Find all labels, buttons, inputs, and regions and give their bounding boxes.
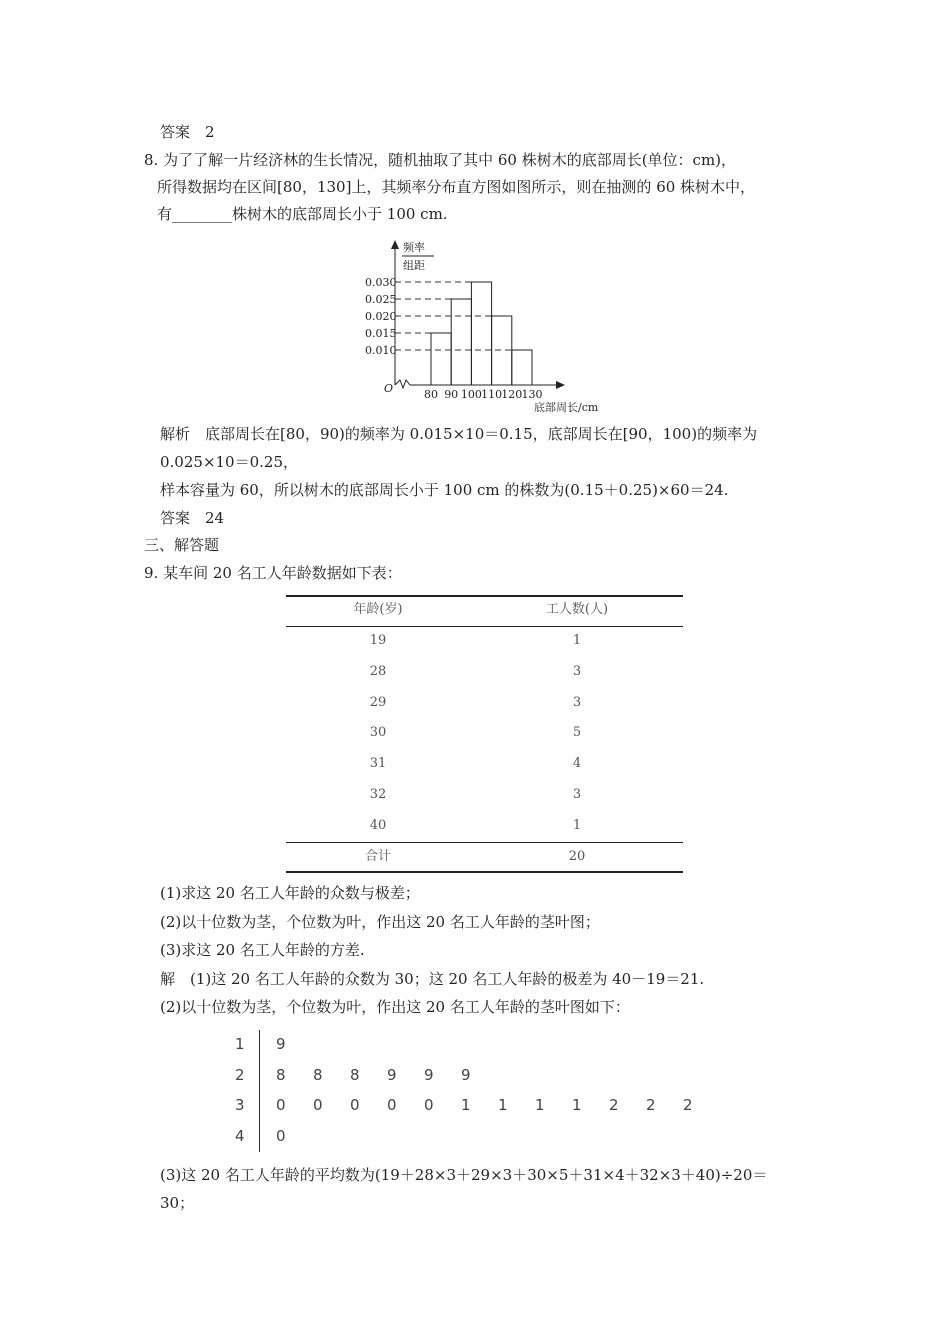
prev-answer: 答案 2: [160, 123, 215, 141]
solution-3b: 30；: [160, 1194, 195, 1212]
stem: 4: [235, 1126, 245, 1145]
leaf: 9: [387, 1065, 397, 1084]
leaf: 9: [424, 1065, 434, 1084]
y-tick-label: 0.020: [365, 310, 397, 323]
x-tick-label: 120: [501, 388, 523, 401]
table-cell-age: 31: [369, 756, 387, 772]
table-cell-age: 32: [369, 787, 387, 802]
x-tick-label: 100: [460, 388, 482, 401]
table-cell-count: 4: [572, 756, 582, 772]
leaf: 0: [313, 1096, 323, 1114]
table-total-rule: [286, 842, 683, 843]
stem-divider: [259, 1030, 260, 1152]
origin-label: O: [384, 382, 394, 395]
x-tick-label: 130: [521, 388, 543, 401]
leaf: 9: [461, 1065, 471, 1084]
q9-title: 9. 某车间 20 名工人年龄数据如下表：: [144, 564, 402, 582]
solution-1: 解 (1)这 20 名工人年龄的众数为 30；这 20 名工人年龄的极差为 40－19＝21.: [160, 970, 705, 988]
ylabel-top: 频率: [403, 241, 425, 254]
analysis-line2: 0.025×10＝0.25，: [160, 453, 298, 471]
table-total-label: 合计: [364, 849, 392, 864]
analysis-line1: 解析 底部周长在[80，90)的频率为 0.015×10＝0.15，底部周长在[90，100)的频率为: [160, 425, 758, 443]
table-cell-age: 28: [369, 663, 387, 679]
leaf: 8: [350, 1065, 360, 1084]
analysis-line3: 样本容量为 60，所以树木的底部周长小于 100 cm 的株数为(0.15＋0.25)×60＝24.: [160, 481, 729, 499]
table-cell-age: 30: [369, 725, 387, 741]
histogram: [0, 0, 950, 420]
leaf: 0: [276, 1126, 286, 1145]
leaf: 8: [276, 1065, 286, 1084]
table-header-count: 工人数(人): [545, 602, 609, 617]
solution-2: (2)以十位数为茎，个位数为叶，作出这 20 名工人年龄的茎叶图如下：: [160, 998, 630, 1016]
table-bottom-rule: [286, 871, 683, 873]
leaf: 2: [646, 1096, 656, 1114]
table-cell-age: 29: [369, 694, 387, 710]
solution-3a: (3)这 20 名工人年龄的平均数为(19＋28×3＋29×3＋30×5＋31×4＋32×3＋40)÷20＝: [160, 1166, 768, 1184]
histogram-bar: [431, 333, 451, 385]
table-cell-count: 3: [572, 694, 582, 710]
table-cell-count: 1: [572, 633, 582, 648]
q9-part3: (3)求这 20 名工人年龄的方差.: [160, 941, 365, 959]
histogram-bar: [512, 350, 532, 385]
table-cell-age: 40: [369, 817, 387, 833]
leaf: 9: [276, 1035, 286, 1053]
axis-break-icon: [395, 380, 410, 388]
stem: 1: [235, 1035, 245, 1053]
leaf: 1: [498, 1096, 508, 1114]
leaf: 0: [350, 1096, 360, 1114]
leaf: 1: [535, 1096, 545, 1114]
histogram-bar: [471, 282, 491, 385]
x-axis-label: 底部周长/cm: [534, 401, 599, 414]
leaf: 8: [313, 1065, 323, 1084]
leaf: 2: [609, 1096, 619, 1114]
y-tick-label: 0.010: [365, 344, 397, 357]
y-tick-label: 0.030: [365, 276, 397, 289]
y-tick-label: 0.015: [365, 327, 397, 340]
histogram-bar: [451, 299, 471, 385]
y-tick-label: 0.025: [365, 293, 397, 306]
table-total-value: 20: [568, 849, 586, 864]
q9-part2: (2)以十位数为茎，个位数为叶，作出这 20 名工人年龄的茎叶图；: [160, 913, 600, 931]
q8-line1: 8. 为了了解一片经济林的生长情况，随机抽取了其中 60 株树木的底部周长(单位：cm)，: [144, 151, 737, 169]
y-axis-arrow: [391, 240, 399, 249]
stem: 3: [235, 1096, 245, 1114]
leaf: 2: [683, 1096, 693, 1114]
table-cell-count: 3: [572, 663, 582, 679]
q9-part1: (1)求这 20 名工人年龄的众数与极差；: [160, 884, 420, 902]
q8-line3: 有________株树木的底部周长小于 100 cm.: [157, 205, 448, 223]
table-header-age: 年龄(岁): [353, 602, 403, 617]
leaf: 1: [572, 1096, 582, 1114]
leaf: 0: [387, 1096, 397, 1114]
table-cell-age: 19: [369, 633, 387, 648]
leaf: 0: [276, 1096, 286, 1114]
section-heading: 三、解答题: [144, 536, 220, 554]
table-top-rule: [286, 595, 683, 597]
table-cell-count: 1: [572, 817, 582, 833]
ylabel-bottom: 组距: [403, 259, 425, 272]
x-tick-label: 90: [444, 388, 459, 401]
x-tick-label: 110: [481, 388, 503, 401]
table-cell-count: 5: [572, 725, 582, 741]
answer-8: 答案 24: [160, 509, 225, 527]
x-axis-arrow: [556, 381, 565, 389]
leaf: 1: [461, 1096, 471, 1114]
x-tick-label: 80: [424, 388, 438, 401]
q8-line2: 所得数据均在区间[80，130]上，其频率分布直方图如图所示，则在抽测的 60 株树木中，: [157, 178, 756, 196]
table-cell-count: 3: [572, 787, 582, 802]
leaf: 0: [424, 1096, 434, 1114]
table-header-rule: [286, 626, 683, 627]
stem: 2: [235, 1065, 245, 1084]
